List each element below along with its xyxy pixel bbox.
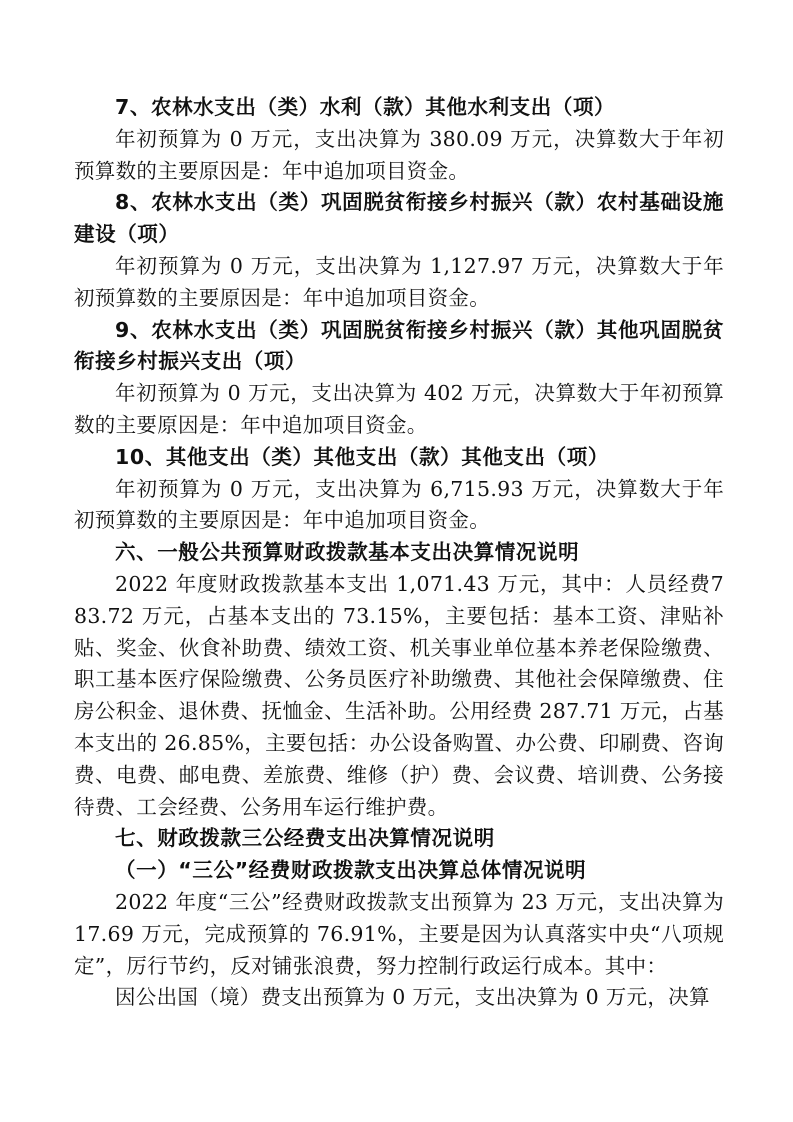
body-paragraph: 年初预算为 0 万元，支出决算为 402 万元，决算数大于年初预算数的主要原因是：年中追加项目资金。: [74, 381, 724, 437]
body-paragraph: 年初预算为 0 万元，支出决算为 1,127.97 万元，决算数大于年初预算数的主要原因是：年中追加项目资金。: [74, 253, 724, 310]
subsection-heading-1: （一）“三公”经费财政拨款支出决算总体情况说明: [115, 858, 587, 883]
body-paragraph: 2022 年度“三公”经费财政拨款支出预算为 23 万元，支出决算为 17.69 万元，完成预算的 76.91%，主要是因为认真落实中央“八项规定”，厉行节约，反对铺张浪费，努力控制行政运行成本。其中：: [74, 889, 724, 978]
body-paragraph: 年初预算为 0 万元，支出决算为 380.09 万元，决算数大于年初预算数的主要原因是：年中追加项目资金。: [74, 126, 724, 183]
chapter-heading-7: 七、财政拨款三公经费支出决算情况说明: [115, 826, 495, 851]
section-heading-10: 10、其他支出（类）其他支出（款）其他支出（项）: [115, 444, 609, 469]
section-heading-7: 7、农林水支出（类）水利（款）其他水利支出（项）: [115, 95, 616, 119]
section-heading-9: 9、农林水支出（类）巩固脱贫衔接乡村振兴（款）其他巩固脱贫衔接乡村振兴支出（项）: [74, 317, 724, 374]
body-paragraph: 因公出国（境）费支出预算为 0 万元，支出决算为 0 万元，决算: [115, 985, 710, 1010]
body-paragraph: 年初预算为 0 万元，支出决算为 6,715.93 万元，决算数大于年初预算数的主要原因是：年中追加项目资金。: [74, 476, 724, 533]
body-paragraph: 2022 年度财政拨款基本支出 1,071.43 万元，其中：人员经费783.72 万元，占基本支出的 73.15%，主要包括：基本工资、津贴补贴、奖金、伙食补助费、绩效工资、机关事业单位基本养老保险缴费、职工基本医疗保险缴费、公务员医疗补助缴费、其他社会保障缴费、住房公积金、退休费、抚恤金、生活补助。公用经费 287.71 万元，占基本支出的 26.85%，主要包括：办公设备购置、办公费、印刷费、咨询费、电费、邮电费、差旅费、维修（护）费、会议费、培训费、公务接待费、工会经费、公务用车运行维护费。: [74, 571, 724, 819]
section-heading-8: 8、农林水支出（类）巩固脱贫衔接乡村振兴（款）农村基础设施建设（项）: [74, 190, 724, 247]
chapter-heading-6: 六、一般公共预算财政拨款基本支出决算情况说明: [115, 540, 580, 565]
document-body: [74, 92, 724, 1014]
